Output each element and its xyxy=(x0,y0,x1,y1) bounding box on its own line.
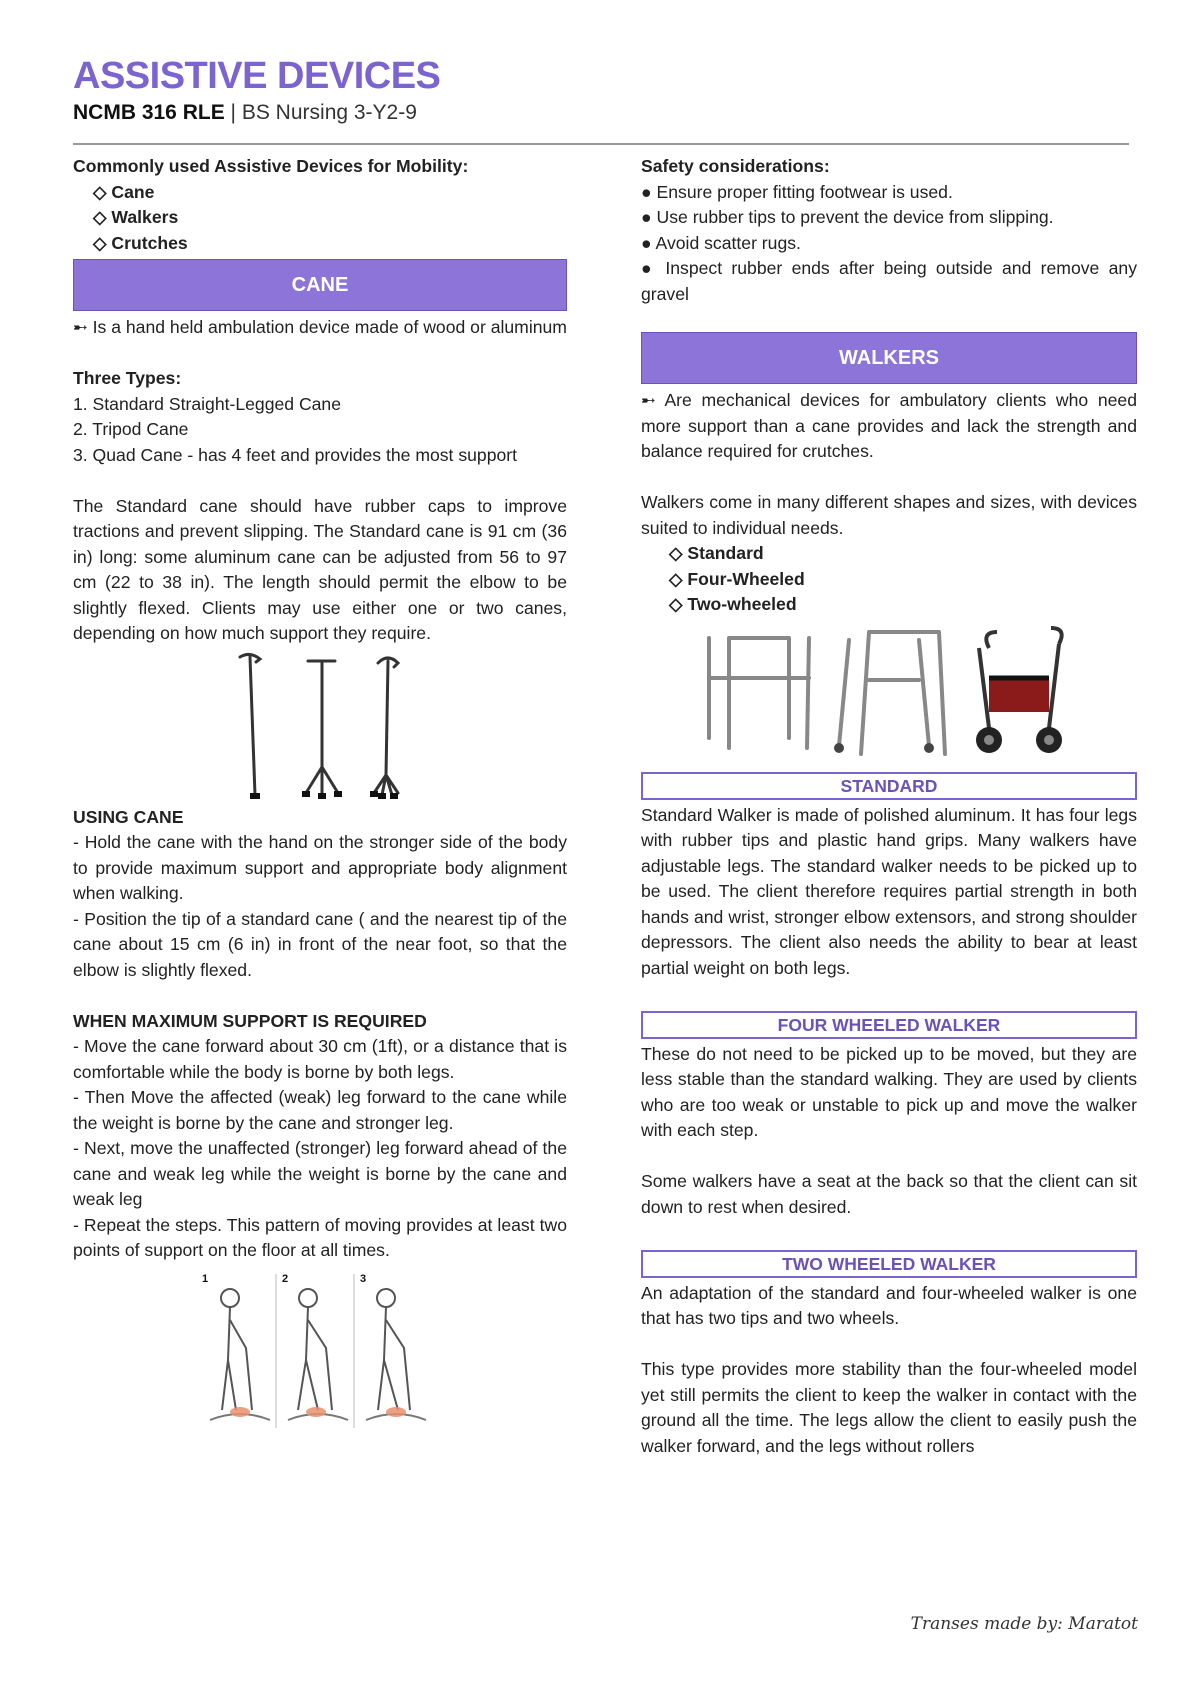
walkers-definition: ➸ Are mechanical devices for ambulatory clients who need more support than a cane provides and lack the strength and balance required for crutches. xyxy=(641,390,1137,461)
four-wheeled-subheading: FOUR WHEELED WALKER xyxy=(641,1011,1137,1039)
device-item: ◇ Walkers xyxy=(93,207,179,227)
two-wheeled-text: An adaptation of the standard and four-wheeled walker is one that has two tips and two wheels. xyxy=(641,1282,1137,1328)
step-number: 2 xyxy=(282,1272,289,1285)
two-wheeled-text-2: This type provides more stability than the four-wheeled model yet still permits the client to keep the walker in contact with the ground all the time. The legs allow the client to easily push the walker forward, and the legs without rollers xyxy=(641,1359,1137,1456)
max-support-item: - Repeat the steps. This pattern of moving provides at least two points of support on the floor at all times. xyxy=(73,1214,567,1260)
page-subtitle xyxy=(73,101,417,125)
step-number: 1 xyxy=(202,1272,209,1285)
walkers-paragraph: Walkers come in many different shapes and sizes, with devices suited to individual needs. xyxy=(641,492,1137,538)
walker-type-item: ◇ Two-wheeled xyxy=(669,594,797,614)
cane-definition: ➸ Is a hand held ambulation device made of wood or aluminum xyxy=(73,317,567,337)
type-item: 3. Quad Cane - has 4 feet and provides the most support xyxy=(73,444,518,465)
walkers-image xyxy=(689,618,1089,768)
safety-item: ● Use rubber tips to prevent the device from slipping. xyxy=(641,207,1054,227)
four-wheeled-text: These do not need to be picked up to be moved, but they are less stable than the standard walking. They are used by clients who are too weak or unstable to pick up and move the walker with each step. xyxy=(641,1043,1137,1140)
walking-steps-image xyxy=(200,1270,440,1430)
walker-type-item: ◇ Four-Wheeled xyxy=(669,568,805,589)
walkers-illustration xyxy=(641,618,1137,768)
walkers-banner: WALKERS xyxy=(641,332,1137,384)
standard-walker-text: Standard Walker is made of polished aluminum. It has four legs with rubber tips and plastic hand grips. Many walkers have adjustable legs. The standard walker needs to be picked up to be used. The client therefore requires partial strength in both hands and wrist, stronger elbow extensors, and strong shoulder depressors. The client also needs the ability to bear at least partial weight on both legs. xyxy=(641,804,1137,978)
course-code: NCMB 316 RLE xyxy=(73,101,225,124)
cane-types-illustration xyxy=(73,647,567,805)
standard-cane-paragraph: The Standard cane should have rubber caps to improve tractions and prevent slipping. The Standard cane is 91 cm (36 in) long: some aluminum cane can be adjusted from 56 to 97 cm (22 to 38 in). The length should permit the elbow to be slightly flexed. Clients may use either one or two canes, depending on how much support they require. xyxy=(73,495,567,643)
type-item: 1. Standard Straight-Legged Cane xyxy=(73,393,342,414)
walker-type-item: ◇ Standard xyxy=(669,543,764,563)
page-title: ASSISTIVE DEVICES xyxy=(73,55,441,97)
max-support-heading: WHEN MAXIMUM SUPPORT IS REQUIRED xyxy=(73,1010,427,1031)
using-cane-heading: USING CANE xyxy=(73,806,184,827)
step-number: 3 xyxy=(360,1272,367,1285)
four-wheeled-text-2: Some walkers have a seat at the back so that the client can sit down to rest when desired. xyxy=(641,1171,1137,1217)
cane-banner: CANE xyxy=(73,259,567,311)
safety-item: ● Avoid scatter rugs. xyxy=(641,232,801,253)
safety-heading: Safety considerations: xyxy=(641,156,830,176)
safety-item: ● Ensure proper fitting footwear is used. xyxy=(641,181,953,202)
left-column xyxy=(73,154,567,1430)
standard-subheading: STANDARD xyxy=(641,772,1137,800)
section-label: | BS Nursing 3-Y2-9 xyxy=(230,101,417,124)
using-cane-item: - Position the tip of a standard cane ( and the nearest tip of the cane about 15 cm (6 in) in front of the near foot, so that the elbow is slightly flexed. xyxy=(73,908,567,980)
intro-heading: Commonly used Assistive Devices for Mobility: xyxy=(73,156,469,176)
cane-steps-illustration xyxy=(73,1270,567,1430)
right-column xyxy=(641,154,1137,1459)
using-cane-item: - Hold the cane with the hand on the stronger side of the body to provide maximum support and appropriate body alignment when walking. xyxy=(73,832,567,903)
device-item: ◇ Crutches xyxy=(93,232,188,253)
two-wheeled-subheading: TWO WHEELED WALKER xyxy=(641,1250,1137,1278)
safety-item: ● Inspect rubber ends after being outside and remove any gravel xyxy=(641,258,1137,304)
max-support-item: - Next, move the unaffected (stronger) leg forward ahead of the cane and weak leg while the weight is borne by the cane and weak leg xyxy=(73,1138,567,1209)
types-heading: Three Types: xyxy=(73,368,182,388)
canes-image xyxy=(210,647,430,805)
footer-credit: Transes made by: Maratot xyxy=(910,1614,1138,1634)
max-support-item: - Then Move the affected (weak) leg forward to the cane while the weight is borne by the cane and stronger leg. xyxy=(73,1087,567,1133)
type-item: 2. Tripod Cane xyxy=(73,419,189,439)
max-support-item: - Move the cane forward about 30 cm (1ft), or a distance that is comfortable while the body is borne by both legs. xyxy=(73,1036,567,1082)
header-divider xyxy=(73,143,1129,145)
device-item: ◇ Cane xyxy=(93,181,155,202)
